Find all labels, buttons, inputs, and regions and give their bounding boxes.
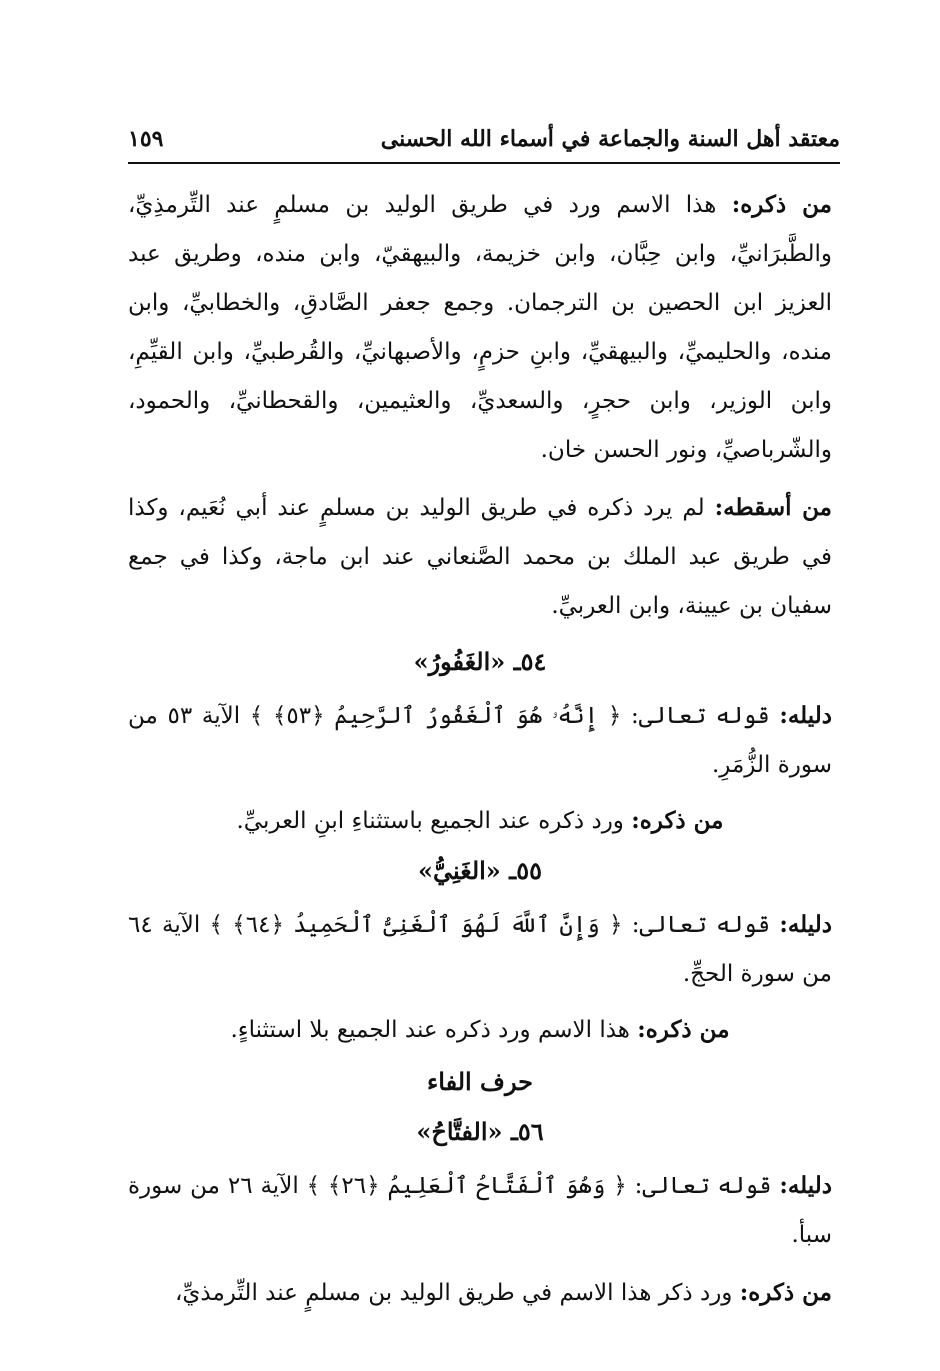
evidence-label: دليله: (779, 1172, 832, 1199)
entry-heading-56: ٥٦ـ «الفتَّاحُ» (416, 1117, 544, 1146)
paragraph-label: من أسقطه: (714, 494, 832, 521)
mention-label: من ذكره: (631, 807, 724, 834)
mention-label: من ذكره: (637, 1016, 730, 1043)
paragraph-label: من ذكره: (731, 191, 832, 218)
evidence-label: دليله: (779, 911, 832, 938)
evidence-text: قوله تعالى: ﴿ إِنَّهُۥ هُوَ ٱلْغَفُورُ ٱلرَّحِيمُ ﴿٥٣﴾ ﴾ الآية ٥٣ من سورة الزُّمَرِ. (128, 703, 832, 778)
mention-label: من ذكره: (739, 1279, 832, 1306)
mention-text: هذا الاسم ورد ذكره عند الجميع بلا استثناءٍ. (230, 1017, 638, 1043)
entry-heading-55: ٥٥ـ «الغَنِيُّ» (418, 856, 542, 885)
paragraph-text: هذا الاسم ورد في طريق الوليد بن مسلمٍ عند التِّرمذِيِّ، والطَّبرَانيِّ، وابن حِبَّان، وابن خزيمة، والبيهقيّ، وابن منده، وطريق عبد العزيز ابن الحصين بن الترجمان. وجمع جعفر الصَّادقِ، والخطابيِّ، وابن منده، والحليميِّ، والبيهقيِّ، وابنِ حزمٍ، والأصبهانيِّ، والقُرطبيِّ، وابن القيِّمِ، وابن الوزير، وابن حجرٍ، والسعديِّ، والعثيمين، والقحطانيِّ، والحمود، والشّرباصيِّ، ونور الحسن خان. (128, 192, 832, 463)
evidence-text: قوله تعالى: ﴿ وَهُوَ ٱلْفَتَّاحُ ٱلْعَلِيمُ ﴿٢٦﴾ ﴾ الآية ٢٦ من سورة سبأ. (128, 1173, 832, 1248)
entry-56-evidence (128, 1161, 832, 1260)
entry-heading-54: ٥٤ـ «الغَفُورُ» (413, 647, 547, 676)
entry-54-mentioned-by (128, 798, 832, 844)
paragraph-mentioned-by (128, 180, 832, 475)
entry-54-evidence (128, 691, 832, 790)
evidence-text: قوله تعالى: ﴿ وَإِنَّ ٱللَّهَ لَهُوَ ٱلْغَنِىُّ ٱلْحَمِيدُ ﴿٦٤﴾ ﴾ الآية ٦٤ من سورة الحجِّ. (128, 912, 832, 987)
entry-56-mentioned-by (128, 1268, 832, 1318)
paragraph-omitted-by (128, 483, 832, 631)
entry-55-evidence (128, 900, 832, 999)
section-title: حرف الفاء (426, 1067, 534, 1096)
page-content (128, 180, 832, 1326)
evidence-label: دليله: (779, 702, 832, 729)
mention-text: ورد ذكره عند الجميع باستثناءِ ابنِ العربيِّ. (236, 808, 632, 834)
running-title: معتقد أهل السنة والجماعة في أسماء الله الحسنى (380, 126, 840, 152)
page-header (128, 118, 840, 164)
mention-text: ورد ذكر هذا الاسم في طريق الوليد بن مسلمٍ عند التِّرمذيِّ، (174, 1280, 740, 1306)
page-number: ١٥٩ (128, 126, 164, 152)
entry-55-mentioned-by (128, 1007, 832, 1053)
paragraph-text: لم يرد ذكره في طريق الوليد بن مسلمٍ عند أبي نُعَيم، وكذا في طريق عبد الملك بن محمد الصَّنعاني عند ابن ماجة، وكذا في جمع سفيان بن عيينة، وابن العربيِّ. (128, 495, 832, 619)
